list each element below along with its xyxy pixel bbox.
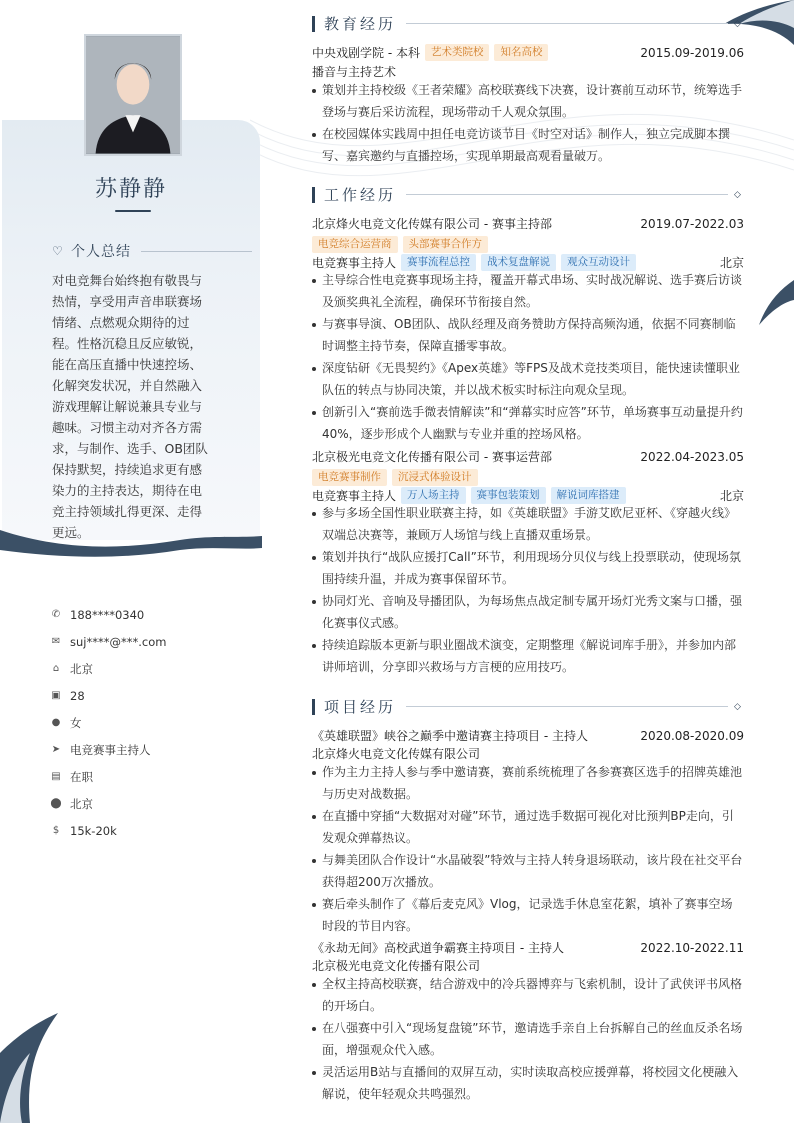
company: 北京烽火电竞文化传媒有限公司 - 赛事主持部 [312, 217, 552, 231]
contact-home [50, 655, 166, 682]
project-company: 北京烽火电竞文化传媒有限公司 [312, 747, 481, 761]
tag: 电竞综合运营商 [312, 236, 398, 253]
contact-position [50, 736, 166, 763]
corner-decoration-bottom [0, 1013, 60, 1123]
period: 2022.10-2022.11 [640, 940, 744, 955]
project-bullets [312, 762, 744, 938]
city: 北京 [719, 256, 744, 270]
tag: 赛事流程总控 [401, 254, 476, 271]
home-icon: ⌂ [52, 662, 60, 674]
contact-value: 在职 [70, 769, 93, 784]
name-underline [115, 210, 151, 212]
period: 2015.09-2019.06 [640, 45, 744, 60]
bullet-item: 参与多场全国性职业联赛主持，如《英雄联盟》手游艾欧尼亚杯、《穿越火线》双端总决赛等，兼顾万人场馆与线上直播双重场景。 [312, 503, 744, 546]
bullet-item: 策划并主持校级《王者荣耀》高校联赛线下决赛，设计赛前互动环节，统筹选手登场与赛后采访流程，现场带动千人观众氛围。 [312, 80, 744, 123]
divider [406, 706, 728, 707]
period: 2022.04-2023.05 [640, 449, 744, 464]
bullet-item: 赛后牵头制作了《幕后麦克风》Vlog，记录选手休息室花絮，填补了赛事空场时段的节目内容。 [312, 894, 744, 937]
contact-age [50, 682, 166, 709]
bullet-item: 与赛事导演、OB团队、战队经理及商务赞助方保持高频沟通，依据不同赛制临时调整主持节奏，保障直播零事故。 [312, 314, 744, 357]
section-title: 工作经历 [324, 186, 397, 204]
briefcase-icon: ▤ [51, 770, 61, 782]
summary-header [52, 241, 252, 261]
school-name: 中央戏剧学院 - 本科 [312, 46, 420, 60]
send-icon: ➤ [51, 743, 61, 755]
work-header [312, 184, 744, 205]
bullet-item: 持续追踪版本更新与职业圈战术演变，定期整理《解说词库手册》，并参加内部讲师培训，分享即兴救场与方言梗的应用技巧。 [312, 635, 744, 678]
divider [406, 194, 728, 195]
contact-list [50, 601, 166, 844]
contact-value: 北京 [70, 661, 93, 676]
company-tags [312, 236, 744, 253]
tag: 知名高校 [494, 44, 548, 61]
tag: 沉浸式体验设计 [392, 469, 478, 486]
tag: 头部赛事合作方 [403, 236, 489, 253]
education-row [312, 44, 744, 61]
job-role-row [312, 254, 744, 271]
section-title: 教育经历 [324, 15, 397, 33]
contact-phone [50, 601, 166, 628]
bullet-item: 在八强赛中引入“现场复盘镜”环节，邀请选手亲自上台拆解自己的丝血反杀名场面，增强观众代入感。 [312, 1018, 744, 1061]
bullet-item: 策划并执行“战队应援打Call”环节，利用现场分贝仪与线上投票联动，使现场氛围持续升温，并成为赛事保留环节。 [312, 547, 744, 590]
cake-icon: ▣ [51, 689, 61, 701]
education-header [312, 13, 744, 34]
job-company-row [312, 215, 744, 232]
contact-value: 15k-20k [70, 823, 117, 838]
bullet-item: 协同灯光、音响及导播团队，为每场焦点战定制专属开场灯光秀文案与口播，强化赛事仪式感。 [312, 591, 744, 634]
contact-value: 北京 [70, 796, 93, 811]
bullet-item: 灵活运用B站与直播间的双屏互动，实时读取高校应援弹幕，将校园文化梗融入解说，使年轻观众共鸣强烈。 [312, 1062, 744, 1105]
section-bar [312, 187, 315, 203]
bullet-item: 作为主力主持人参与季中邀请赛，赛前系统梳理了各参赛赛区选手的招牌英雄池与历史对战数据。 [312, 762, 744, 805]
education-bullets [312, 80, 744, 168]
section-title: 项目经历 [324, 698, 397, 716]
bullet-item: 在校园媒体实践周中担任电竞访谈节目《时空对话》制作人，独立完成脚本撰写、嘉宾邀约与直播控场，实现单期最高观看量破万。 [312, 124, 744, 167]
tag: 战术复盘解说 [481, 254, 556, 271]
project-company: 北京极光电竞文化传播有限公司 [312, 959, 481, 973]
tag: 赛事包装策划 [471, 487, 546, 504]
tag: 电竞赛事制作 [312, 469, 387, 486]
mail-icon: ✉ [51, 635, 61, 647]
contact-value: 28 [70, 688, 85, 703]
bullet-item: 主导综合性电竞赛事现场主持，覆盖开幕式串场、实时战况解说、选手赛后访谈及颁奖典礼全流程，确保环节衔接自然。 [312, 270, 744, 313]
gender-icon: ● [51, 716, 61, 728]
summary-text: 对电竞舞台始终抱有敬畏与热情，享受用声音串联赛场情绪、点燃观众期待的过程。性格沉稳且反应敏锐，能在高压直播中快速控场、化解突发状况，并自然融入游戏理解让解说兼具专业与趣味。习惯主动对齐各方需求，与制作、选手、OB团队保持默契，持续追求更有感染力的主持表达，期待在电竞主持领域扎得更深、走得更远。 [52, 273, 208, 540]
period: 2019.07-2022.03 [640, 216, 744, 231]
job-bullets [312, 270, 744, 446]
contact-value: 188****0340 [70, 607, 145, 622]
tag: 艺术类院校 [425, 44, 490, 61]
candidate-name: 苏静静 [94, 177, 167, 202]
bullet-item: 在直播中穿插“大数据对对碰”环节，通过选手数据可视化对比预判BP走向，引发观众弹幕热议。 [312, 806, 744, 849]
profile-photo [84, 34, 182, 156]
side-decoration [754, 280, 794, 340]
project-row [312, 939, 744, 956]
contact-gender [50, 709, 166, 736]
divider [141, 251, 252, 252]
contact-value: 电竞赛事主持人 [70, 742, 151, 757]
job-company-row [312, 448, 744, 465]
tag: 解说词库搭建 [551, 487, 626, 504]
bullet-item: 深度钻研《无畏契约》《Apex英雄》等FPS及战术竞技类项目，能快速读懂职业队伍的转点与协同决策，并以战术板实时标注向观众呈现。 [312, 358, 744, 401]
tag: 观众互动设计 [561, 254, 636, 271]
major: 播音与主持艺术 [312, 65, 397, 79]
bullet-item: 创新引入“赛前选手微表情解读”和“弹幕实时应答”环节，单场赛事互动量提升约40%，逐步形成个人幽默与专业并重的控场风格。 [312, 402, 744, 445]
job-bullets [312, 503, 744, 679]
company: 北京极光电竞文化传播有限公司 - 赛事运营部 [312, 450, 552, 464]
contact-value: 女 [70, 715, 82, 730]
project-name: 《永劫无间》高校武道争霸赛主持项目 - 主持人 [312, 941, 564, 955]
company-tags [312, 469, 744, 486]
section-bar [312, 699, 315, 715]
contact-value: suj****@***.com [70, 634, 167, 649]
period: 2020.08-2020.09 [640, 728, 744, 743]
money-icon: $ [52, 824, 60, 836]
heart-icon: ♡ [52, 244, 63, 258]
section-bar [312, 16, 315, 32]
phone-icon: ✆ [51, 608, 61, 620]
city: 北京 [719, 489, 744, 503]
role: 电竞赛事主持人 [312, 489, 397, 503]
role: 电竞赛事主持人 [312, 256, 397, 270]
job-role-row [312, 487, 744, 504]
summary-title: 个人总结 [71, 244, 131, 260]
bullet-item: 与舞美团队合作设计“水晶破裂”特效与主持人转身退场联动，该片段在社交平台获得超200万次播放。 [312, 850, 744, 893]
projects-header [312, 696, 744, 717]
contact-status [50, 763, 166, 790]
divider [406, 23, 728, 24]
contact-city [50, 790, 166, 817]
pin-icon: ◇ [734, 18, 741, 29]
tag: 万人场主持 [401, 487, 466, 504]
pin-icon: ◇ [734, 189, 741, 200]
contact-email [50, 628, 166, 655]
project-bullets [312, 974, 744, 1106]
location-icon: ⬤ [50, 797, 62, 809]
contact-salary [50, 817, 166, 844]
pin-icon: ◇ [734, 701, 741, 712]
bullet-item: 全权主持高校联赛，结合游戏中的冷兵器博弈与飞索机制，设计了武侠评书风格的开场白。 [312, 974, 744, 1017]
project-name: 《英雄联盟》峡谷之巅季中邀请赛主持项目 - 主持人 [312, 729, 588, 743]
project-row [312, 727, 744, 744]
